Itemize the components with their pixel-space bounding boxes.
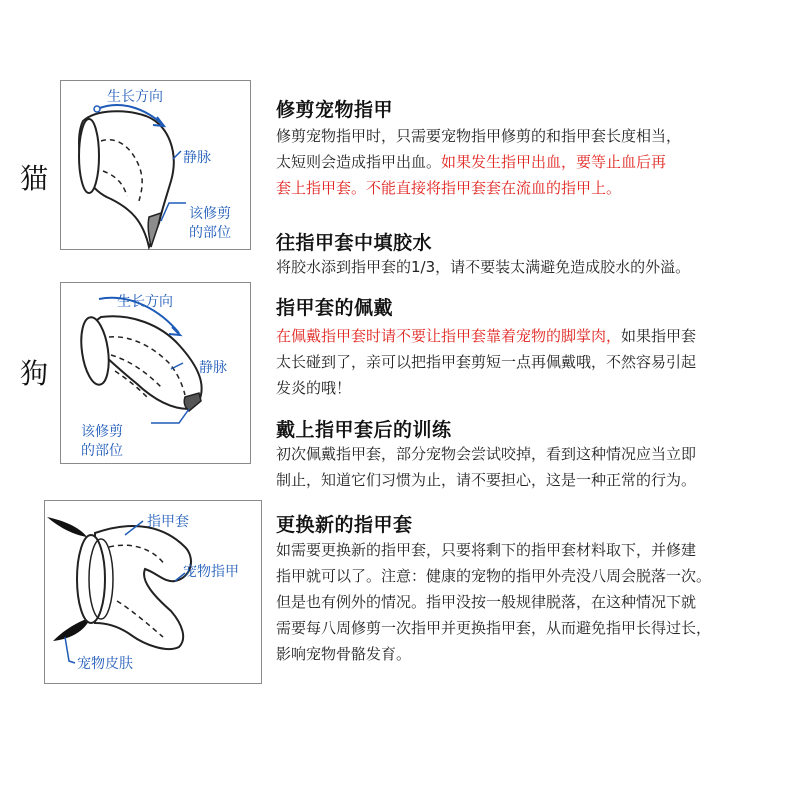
cat-trim-label-2: 的部位 <box>189 225 231 241</box>
wear-line-1: 在佩戴指甲套时请不要让指甲套靠着宠物的脚掌肉，如果指甲套 <box>276 327 697 345</box>
dog-trim-label-1: 该修剪 <box>81 424 123 440</box>
pet-nail-label: 宠物指甲 <box>183 564 239 580</box>
wear-title: 指甲套的佩戴 <box>276 297 394 319</box>
trim-line-2: 太短则会造成指甲出血。如果发生指甲出血，要等止血后再 <box>276 153 667 171</box>
wear-body <box>276 323 796 401</box>
training-title: 戴上指甲套后的训练 <box>276 419 452 441</box>
replace-title: 更换新的指甲套 <box>276 514 413 536</box>
dog-growth-label: 生长方向 <box>117 294 173 310</box>
glue-body <box>276 254 796 280</box>
training-line-2: 制止，知道它们习惯为止，请不要担心，这是一种正常的行为。 <box>276 471 697 489</box>
replace-body <box>276 537 796 667</box>
trim-line-1: 修剪宠物指甲时，只需要宠物指甲修剪的和指甲套长度相当， <box>276 127 682 145</box>
wear-line-2: 太长碰到了，亲可以把指甲套剪短一点再佩戴哦，不然容易引起 <box>276 353 697 371</box>
replace-line-2: 指甲就可以了。注意：健康的宠物的指甲外壳没八周会脱落一次。 <box>276 567 712 585</box>
pet-skin-label: 宠物皮肤 <box>77 656 133 672</box>
training-line-1: 初次佩戴指甲套，部分宠物会尝试咬掉，看到这种情况应当立即 <box>276 445 697 463</box>
replace-line-3: 但是也有例外的情况。指甲没按一般规律脱落，在这种情况下就 <box>276 593 697 611</box>
cap-label: 指甲套 <box>147 514 189 530</box>
dog-label: 狗 <box>20 357 49 390</box>
replace-line-1: 如需要更换新的指甲套，只要将剩下的指甲套材料取下，并修建 <box>276 541 697 559</box>
dog-claw-diagram <box>60 282 251 464</box>
trim-body <box>276 123 796 201</box>
training-body <box>276 441 796 493</box>
cat-claw-diagram <box>60 80 251 250</box>
wear-line-3: 发炎的哦！ <box>276 379 352 397</box>
replace-line-5: 影响宠物骨骼发育。 <box>276 645 412 663</box>
dog-trim-label-2: 的部位 <box>81 443 123 459</box>
trim-warning-1: 如果发生指甲出血，要等止血后再 <box>441 153 667 171</box>
cat-vein-label: 静脉 <box>183 150 211 166</box>
pet-skin-top <box>47 517 87 537</box>
nail-cap-base <box>77 535 105 623</box>
trim-warning-2: 套上指甲套。不能直接将指甲套套在流血的指甲上。 <box>276 179 622 197</box>
glue-line-1: 将胶水添到指甲套的1/3，请不要装太满避免造成胶水的外溢。 <box>276 258 691 276</box>
nail-cap-outline <box>95 526 191 649</box>
cat-claw-base <box>79 119 99 193</box>
glue-title: 往指甲套中填胶水 <box>276 232 433 254</box>
trim-title: 修剪宠物指甲 <box>276 99 394 121</box>
cat-label: 猫 <box>20 162 49 195</box>
cat-trim-label-1: 该修剪 <box>189 206 231 222</box>
dog-vein-label: 静脉 <box>199 360 227 376</box>
replace-line-4: 需要每八周修剪一次指甲并更换指甲套，从而避免指甲长得过长， <box>276 619 712 637</box>
nail-cap-diagram <box>44 500 262 684</box>
cat-growth-label: 生长方向 <box>107 89 163 105</box>
cat-trim-tip <box>148 213 161 247</box>
wear-warning: 在佩戴指甲套时请不要让指甲套靠着宠物的脚掌肉， <box>276 327 622 345</box>
